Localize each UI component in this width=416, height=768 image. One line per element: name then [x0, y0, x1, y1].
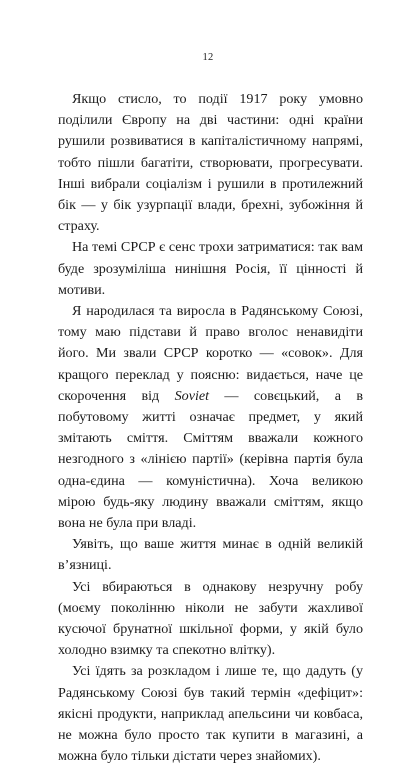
body-text — [58, 89, 363, 768]
paragraph-ussr-topic: На темі СРСР є сенс трохи затриматися: так вам буде зрозуміліша нинішня Росія, її цінності й мотиви. — [58, 239, 363, 298]
emphasis-soviet: Soviet — [174, 387, 210, 404]
paragraph-sovok-start: Я народилася та виросла в Радянському Союзі, тому маю підстави й право вголос ненавидіти його. Ми звали СРСР коротко — «совок». Для кращого переклад у поясню: видається, наче це скорочення від — [58, 303, 363, 404]
paragraph-sovok-end: — совєцький, а в побутовому житті означає предмет, у який змітають сміття. Сміттям вважали кожного незгодного з «лінією партії» (керівна партія була одна-єдина — комуністична). Хоча великою мірою будь-яку людину вважали сміттям, якщо вона не була при владі. — [58, 387, 363, 532]
paragraph-sovok — [58, 301, 363, 534]
page-number: 12 — [202, 52, 214, 63]
paragraph-uniform: Усі вбираються в однакову незручну робу (моєму поколінню ніколи не забути жахливої кусючої брунатної шкільної форми, у якій було холодно взимку та спекотно влітку). — [58, 578, 363, 659]
paragraph-ussr-division: Якщо стисло, то події 1917 року умовно поділили Європу на дві частини: одні країни рушили розвиватися в капіталістичному напрямі, тобто пішли багатіти, створювати, прогресувати. Інші вибрали соціалізм і рушили в протилежний бік — у бік узурпації влади, брехні, зубожіння й страху. — [58, 91, 363, 235]
paragraph-deficit: Усі їдять за розкладом і лише те, що дадуть (у Радянському Союзі був такий термін «дефіцит»: якісні продукти, наприклад апельсини чи ковбаса, не можна було просто так купити в магазині, а можна було тільки дістати через знайомих). — [58, 663, 363, 765]
paragraph-prison: Уявіть, що ваше життя минає в одній великій в’язниці. — [58, 536, 363, 574]
